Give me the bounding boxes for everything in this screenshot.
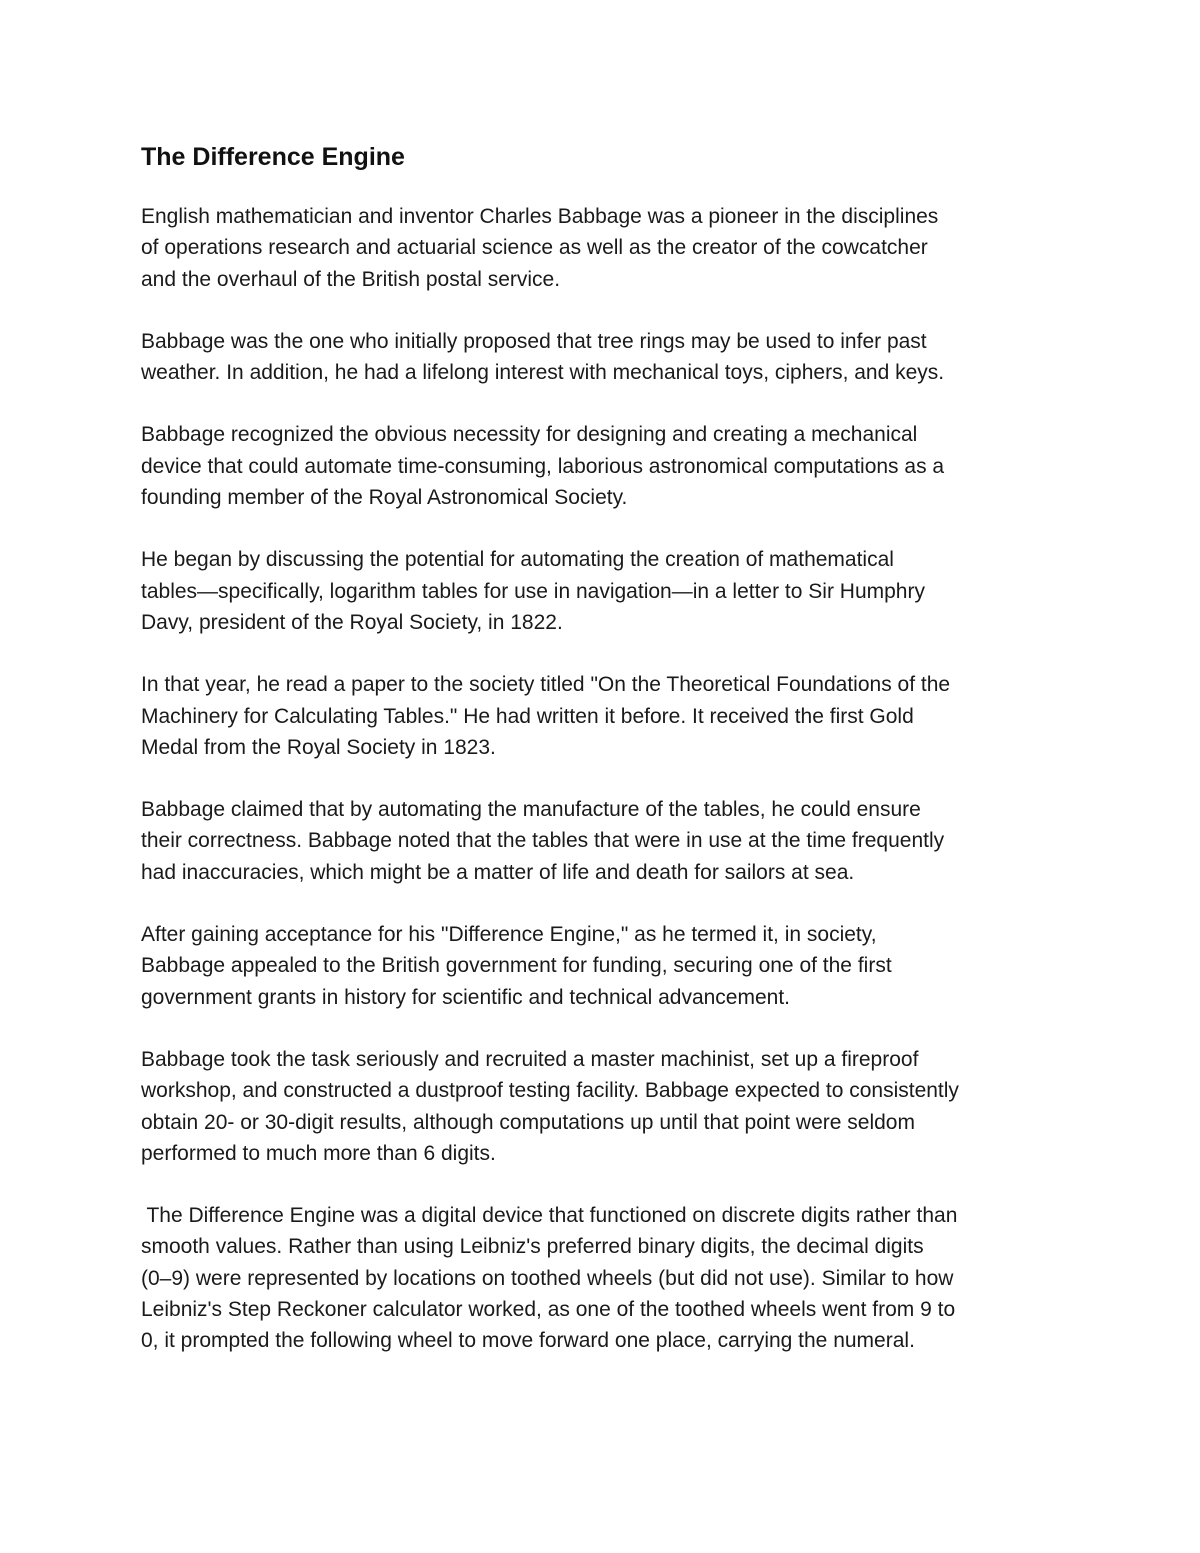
text-line: Medal from the Royal Society in 1823. [141,735,496,759]
text-line: founding member of the Royal Astronomical Society. [141,486,628,510]
paragraph-2 [141,326,1066,389]
paragraph-7 [141,919,1066,1013]
text-line: smooth values. Rather than using Leibniz's preferred binary digits, the decimal digits [141,1235,924,1259]
text-line: Davy, president of the Royal Society, in 1822. [141,610,563,634]
text-line: Leibniz's Step Reckoner calculator worked, as one of the toothed wheels went from 9 to [141,1298,956,1322]
text-line: tables—specifically, logarithm tables for use in navigation—in a letter to Sir Humphry [141,579,925,603]
paragraph-3 [141,419,1066,513]
text-line: Machinery for Calculating Tables." He had written it before. It received the first Gold [141,704,914,728]
text-line: Babbage appealed to the British government for funding, securing one of the first [141,954,892,978]
document-title: The Difference Engine [141,143,405,171]
text-line: obtain 20- or 30-digit results, although computations up until that point were seldom [141,1110,915,1134]
text-line: Babbage took the task seriously and recruited a master machinist, set up a fireproof [141,1047,919,1071]
text-line: He began by discussing the potential for automating the creation of mathematical [141,548,894,572]
text-line: of operations research and actuarial science as well as the creator of the cowcatcher [141,236,928,260]
text-line: government grants in history for scientific and technical advancement. [141,985,791,1009]
document-page [141,138,1066,1388]
text-line: In that year, he read a paper to the society titled "On the Theoretical Foundations of the [141,673,951,697]
text-line: weather. In addition, he had a lifelong interest with mechanical toys, ciphers, and keys. [141,361,945,385]
text-line: and the overhaul of the British postal service. [141,267,561,291]
text-line: performed to much more than 6 digits. [141,1141,496,1165]
text-line: their correctness. Babbage noted that the tables that were in use at the time frequently [141,829,945,853]
paragraph-6 [141,794,1066,888]
paragraph-1 [141,201,1066,295]
text-line: Babbage was the one who initially proposed that tree rings may be used to infer past [141,329,927,353]
text-line: device that could automate time-consuming, laborious astronomical computations as a [141,454,945,478]
paragraph-4 [141,544,1066,638]
text-line: English mathematician and inventor Charles Babbage was a pioneer in the disciplines [141,205,939,228]
text-line: workshop, and constructed a dustproof testing facility. Babbage expected to consistently [141,1079,959,1103]
paragraph-5 [141,669,1066,763]
text-line: had inaccuracies, which might be a matter of life and death for sailors at sea. [141,860,855,884]
text-line: Babbage recognized the obvious necessity for designing and creating a mechanical [141,423,918,447]
text-line: After gaining acceptance for his "Difference Engine," as he termed it, in society, [141,923,877,947]
paragraph-9 [141,1200,1066,1356]
text-line: Babbage claimed that by automating the manufacture of the tables, he could ensure [141,798,921,822]
text-line: (0–9) were represented by locations on toothed wheels (but did not use). Similar to how [141,1266,954,1290]
text-line: The Difference Engine was a digital device that functioned on discrete digits rather than [141,1204,958,1228]
paragraph-8 [141,1044,1066,1169]
text-line: 0, it prompted the following wheel to move forward one place, carrying the numeral. [141,1329,915,1353]
